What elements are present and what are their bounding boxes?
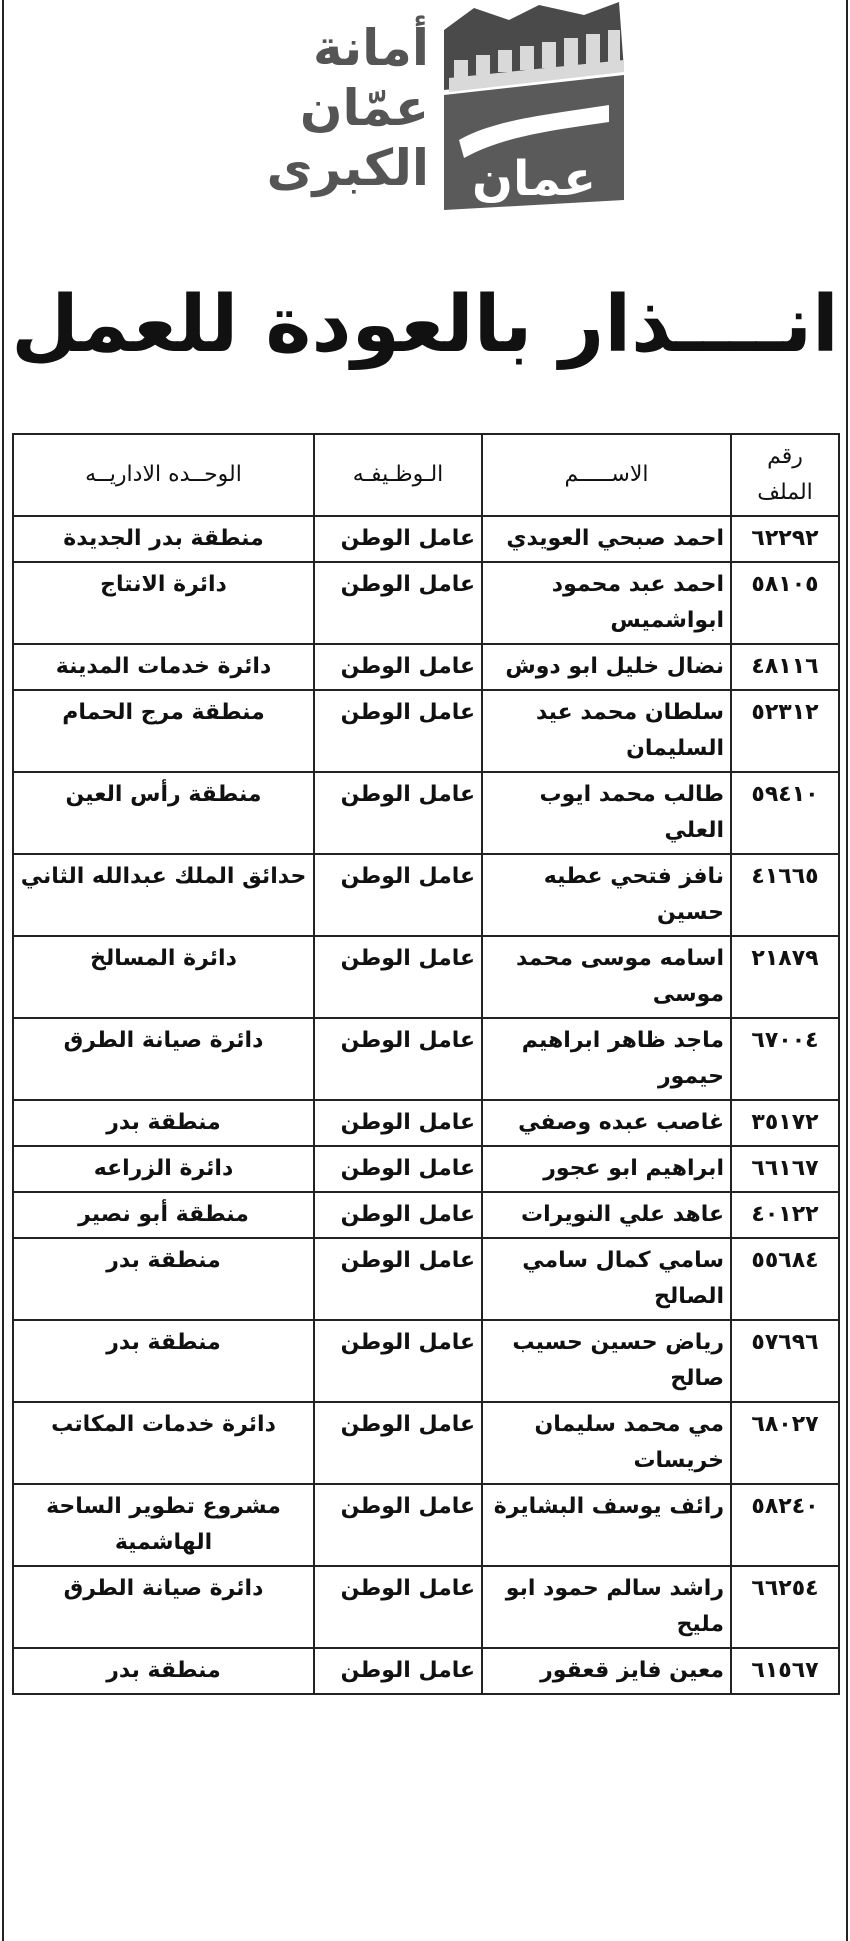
file-number-cell: ٣٥١٧٢ — [731, 1100, 839, 1146]
unit-cell: منطقة بدر — [13, 1648, 314, 1694]
header — [4, 0, 846, 230]
job-cell: عامل الوطن — [314, 936, 482, 1018]
name-cell: نضال خليل ابو دوش — [482, 644, 731, 690]
table-row — [13, 1018, 839, 1100]
file-number-cell: ٤١٦٦٥ — [731, 854, 839, 936]
table-row — [13, 772, 839, 854]
job-cell: عامل الوطن — [314, 1402, 482, 1484]
name-cell: طالب محمد ايوب العلي — [482, 772, 731, 854]
name-cell: اسامه موسى محمد موسى — [482, 936, 731, 1018]
table-row — [13, 1146, 839, 1192]
job-cell: عامل الوطن — [314, 1100, 482, 1146]
table-body — [13, 516, 839, 1694]
job-cell: عامل الوطن — [314, 1018, 482, 1100]
job-cell: عامل الوطن — [314, 1320, 482, 1402]
name-cell: احمد عبد محمود ابواشميس — [482, 562, 731, 644]
employees-table — [12, 433, 840, 1695]
job-cell: عامل الوطن — [314, 1566, 482, 1648]
logo-wordmark — [259, 18, 429, 198]
file-number-cell: ٥٧٦٩٦ — [731, 1320, 839, 1402]
name-cell: رياض حسين حسيب صالح — [482, 1320, 731, 1402]
job-cell: عامل الوطن — [314, 1238, 482, 1320]
unit-cell: دائرة الزراعه — [13, 1146, 314, 1192]
file-number-cell: ٦٦٢٥٤ — [731, 1566, 839, 1648]
table-row — [13, 1238, 839, 1320]
job-cell: عامل الوطن — [314, 690, 482, 772]
table-row — [13, 562, 839, 644]
name-cell: سامي كمال سامي الصالح — [482, 1238, 731, 1320]
file-number-cell: ٥٥٦٨٤ — [731, 1238, 839, 1320]
table-row — [13, 644, 839, 690]
file-number-cell: ٦٨٠٢٧ — [731, 1402, 839, 1484]
file-number-cell: ٦٦١٦٧ — [731, 1146, 839, 1192]
name-cell: مي محمد سليمان خريسات — [482, 1402, 731, 1484]
unit-cell: منطقة أبو نصير — [13, 1192, 314, 1238]
unit-cell: دائرة خدمات المكاتب — [13, 1402, 314, 1484]
job-cell: عامل الوطن — [314, 1484, 482, 1566]
unit-cell: دائرة خدمات المدينة — [13, 644, 314, 690]
table-row — [13, 1402, 839, 1484]
unit-cell: منطقة بدر — [13, 1100, 314, 1146]
name-cell: سلطان محمد عيد السليمان — [482, 690, 731, 772]
file-number-cell: ٥٨١٠٥ — [731, 562, 839, 644]
job-cell: عامل الوطن — [314, 1192, 482, 1238]
file-number-cell: ٦١٥٦٧ — [731, 1648, 839, 1694]
name-cell: رائف يوسف البشايرة — [482, 1484, 731, 1566]
table-row — [13, 1100, 839, 1146]
name-cell: غاصب عبده وصفي — [482, 1100, 731, 1146]
name-cell: معين فايز قعقور — [482, 1648, 731, 1694]
notice-page — [2, 0, 848, 1941]
amman-municipality-logo — [259, 0, 629, 225]
name-cell: ابراهيم ابو عجور — [482, 1146, 731, 1192]
job-cell: عامل الوطن — [314, 644, 482, 690]
file-number-cell: ٦٢٢٩٢ — [731, 516, 839, 562]
name-cell: راشد سالم حمود ابو مليح — [482, 1566, 731, 1648]
unit-cell: دائرة الانتاج — [13, 562, 314, 644]
unit-cell: دائرة صيانة الطرق — [13, 1018, 314, 1100]
table-row — [13, 690, 839, 772]
name-cell: احمد صبحي العويدي — [482, 516, 731, 562]
table-row — [13, 854, 839, 936]
unit-cell: مشروع تطوير الساحة الهاشمية — [13, 1484, 314, 1566]
table-row — [13, 1192, 839, 1238]
table-row — [13, 1648, 839, 1694]
file-number-cell: ٥٢٣١٢ — [731, 690, 839, 772]
column-header-job: الـوظـيفـه — [314, 434, 482, 516]
table-row — [13, 1320, 839, 1402]
unit-cell: دائرة صيانة الطرق — [13, 1566, 314, 1648]
file-number-cell: ٤٠١٢٢ — [731, 1192, 839, 1238]
logo-line-1: أمانة — [313, 19, 429, 77]
emblem-text: عمان — [472, 151, 596, 207]
job-cell: عامل الوطن — [314, 516, 482, 562]
unit-cell: منطقة بدر الجديدة — [13, 516, 314, 562]
name-cell: عاهد علي النويرات — [482, 1192, 731, 1238]
logo-line-2: عمّان — [299, 79, 429, 137]
logo-line-3: الكبرى — [266, 139, 429, 197]
column-header-name: الاســـــم — [482, 434, 731, 516]
file-number-cell: ٤٨١١٦ — [731, 644, 839, 690]
column-header-unit: الوحــده الاداريــه — [13, 434, 314, 516]
file-number-cell: ٥٩٤١٠ — [731, 772, 839, 854]
job-cell: عامل الوطن — [314, 772, 482, 854]
table-row — [13, 1484, 839, 1566]
table-row — [13, 936, 839, 1018]
unit-cell: حدائق الملك عبدالله الثاني — [13, 854, 314, 936]
table-row — [13, 1566, 839, 1648]
table-header-row — [13, 434, 839, 516]
name-cell: ماجد ظاهر ابراهيم حيمور — [482, 1018, 731, 1100]
unit-cell: دائرة المسالخ — [13, 936, 314, 1018]
unit-cell: منطقة بدر — [13, 1320, 314, 1402]
unit-cell: منطقة مرج الحمام — [13, 690, 314, 772]
column-header-file-number: رقم الملف — [731, 434, 839, 516]
job-cell: عامل الوطن — [314, 1146, 482, 1192]
unit-cell: منطقة بدر — [13, 1238, 314, 1320]
file-number-cell: ٢١٨٧٩ — [731, 936, 839, 1018]
name-cell: نافز فتحي عطيه حسين — [482, 854, 731, 936]
file-number-cell: ٥٨٢٤٠ — [731, 1484, 839, 1566]
job-cell: عامل الوطن — [314, 1648, 482, 1694]
city-emblem-icon — [434, 0, 629, 215]
unit-cell: منطقة رأس العين — [13, 772, 314, 854]
table-row — [13, 516, 839, 562]
file-number-cell: ٦٧٠٠٤ — [731, 1018, 839, 1100]
job-cell: عامل الوطن — [314, 854, 482, 936]
job-cell: عامل الوطن — [314, 562, 482, 644]
page-title: انــــذار بالعودة للعمل — [11, 280, 839, 370]
